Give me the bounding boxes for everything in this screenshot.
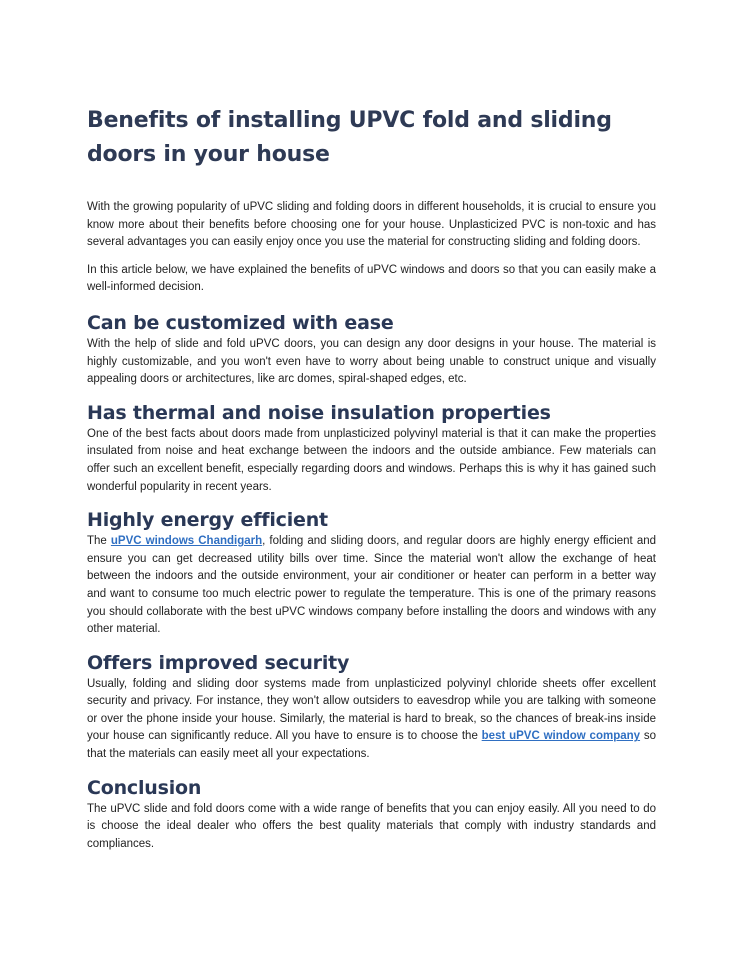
section-body-conclusion: The uPVC slide and fold doors come with a wide range of benefits that you can enjoy easily. All you need to do is choose the ideal dealer who offers the best quality materials that comply with industry standards and compliances. — [87, 802, 656, 850]
section-heading-customized: Can be customized with ease — [87, 311, 394, 334]
section-heading-insulation: Has thermal and noise insulation properties — [87, 401, 551, 424]
link-best-upvc-window-company[interactable]: best uPVC window company — [481, 730, 641, 743]
energy-text-after: , folding and sliding doors, and regular doors are highly energy efficient and ensure you can get decreased utility bills over time. Since the material won't allow the exchange of heat between the indoors and the outside environment, your air conditioner or heater can perform in a better way and want to consume too much electric power to regulate the temperature. This is one of the primary reasons you should collaborate with the best uPVC windows company before installing the doors and windows with any other material. — [87, 535, 657, 636]
intro-paragraph-2: In this article below, we have explained the benefits of uPVC windows and doors so that you can easily make a well-informed decision. — [87, 263, 656, 294]
security-text-after: so that the materials can easily meet all your expectations. — [87, 730, 656, 761]
section-heading-energy: Highly energy efficient — [87, 509, 328, 532]
section-body-security — [87, 676, 656, 764]
section-body-customized: With the help of slide and fold uPVC doors, you can design any door designs in your house. The material is highly customizable, and you won't even have to worry about being unable to construct unique and visually appealing doors or architectures, like arc domes, spiral-shaped edges, etc. — [87, 337, 656, 386]
security-text-before: Usually, folding and sliding door systems made from unplasticized polyvinyl chloride sheets offer excellent security and privacy. For instance, they won't allow outsiders to eavesdrop while you are talking with someone or over the phone inside your house. Similarly, the material is hard to break, so the chances of break-ins inside your house can significantly reduce. All you have to ensure is to choose the — [87, 677, 656, 743]
page-title: Benefits of installing UPVC fold and sliding doors in your house — [87, 108, 612, 167]
section-heading-conclusion: Conclusion — [87, 776, 202, 799]
link-upvc-windows-chandigarh[interactable]: uPVC windows Chandigarh — [110, 535, 263, 548]
section-body-energy — [87, 533, 656, 639]
energy-text-before: The — [87, 535, 111, 548]
section-body-insulation: One of the best facts about doors made from unplasticized polyvinyl material is that it can make the properties insulated from noise and heat exchange between the indoors and the outside ambiance. Few materials can offer such an excellent benefit, especially regarding doors and windows. Perhaps this is why it has gained such wonderful popularity in recent years. — [87, 427, 656, 493]
section-heading-security: Offers improved security — [87, 651, 350, 674]
intro-paragraph-1: With the growing popularity of uPVC sliding and folding doors in different households, it is crucial to ensure you know more about their benefits before choosing one for your house. Unplasticized PVC is non-toxic and has several advantages you can easily enjoy once you use the material for constructing sliding and folding doors. — [87, 201, 656, 249]
document-page — [87, 104, 656, 853]
